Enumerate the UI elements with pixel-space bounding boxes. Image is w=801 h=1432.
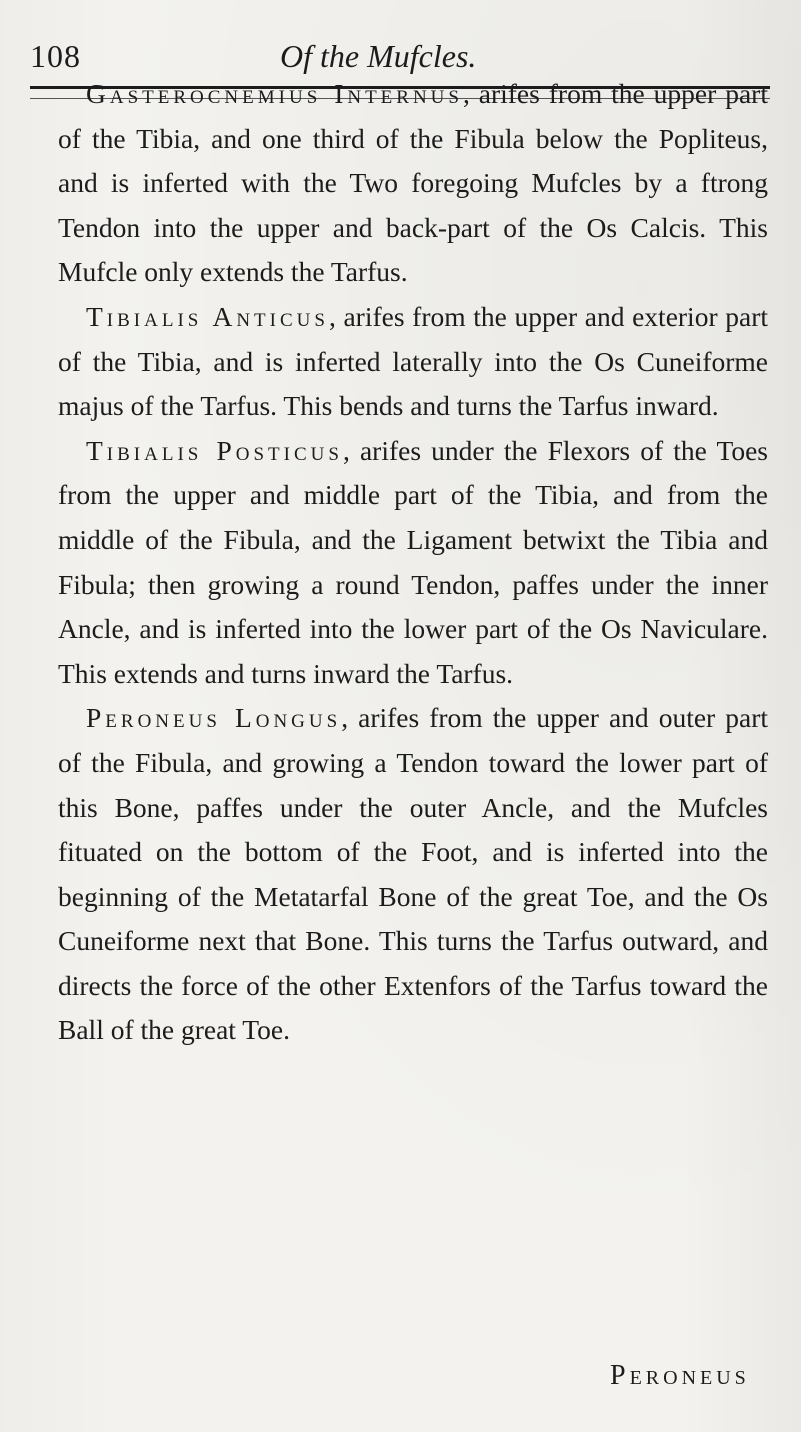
muscle-name: Peroneus Longus xyxy=(86,702,342,734)
paragraph-gasterocnemius xyxy=(58,72,768,295)
muscle-name: Tibialis Anticus xyxy=(86,300,329,332)
paragraph-body: , arifes from the upper and outer part of the Fibula, and growing a Tendon toward the lower part of this Bone, paffes under the outer Ancle, and the Mufcles fituated on the bottom of the Foot, and is inferted into the beginning of the Metatarfal Bone of the great Toe, and the Os Cuneiforme next that Bone. This turns the Tarfus outward, and directs the force of the other Extenfors of the Tarfus toward the Ball of the great Toe. xyxy=(58,702,768,1046)
running-title: Of the Mufcles. xyxy=(280,38,477,74)
body-text xyxy=(58,72,768,1053)
paragraph-body: , arifes from the upper and exterior part of the Tibia, and is inferted laterally into the Os Cuneiforme majus of the Tarfus. This bends and turns the Tarfus inward. xyxy=(58,300,769,422)
muscle-name: Gasterocnemius Internus xyxy=(86,78,463,109)
paragraph-body: , arifes under the Flexors of the Toes from the upper and middle part of the Tibia, and from the middle of the Fibula, and the Ligament betwixt the Tibia and Fibula; then growing a round Tendon, paffes under the inner Ancle, and is inferted into the lower part of the Os Naviculare. This extends and turns inward the Tarfus. xyxy=(58,434,768,689)
paragraph-tibialis-anticus xyxy=(58,295,768,429)
paragraph-tibialis-posticus xyxy=(58,429,768,697)
paragraph-body: , arifes from the upper part of the Tibia, and one third of the Fibula below the Popliteus, and is inferted with the Two foregoing Mufcles by a ftrong Tendon into the upper and back-part of the Os Calcis. This Mufcle only extends the Tarfus. xyxy=(58,78,768,288)
page-number: 108 xyxy=(30,38,81,74)
paragraph-peroneus-longus xyxy=(58,696,768,1053)
muscle-name: Tibialis Posticus xyxy=(86,434,343,466)
catchword: Peroneus xyxy=(610,1360,750,1391)
